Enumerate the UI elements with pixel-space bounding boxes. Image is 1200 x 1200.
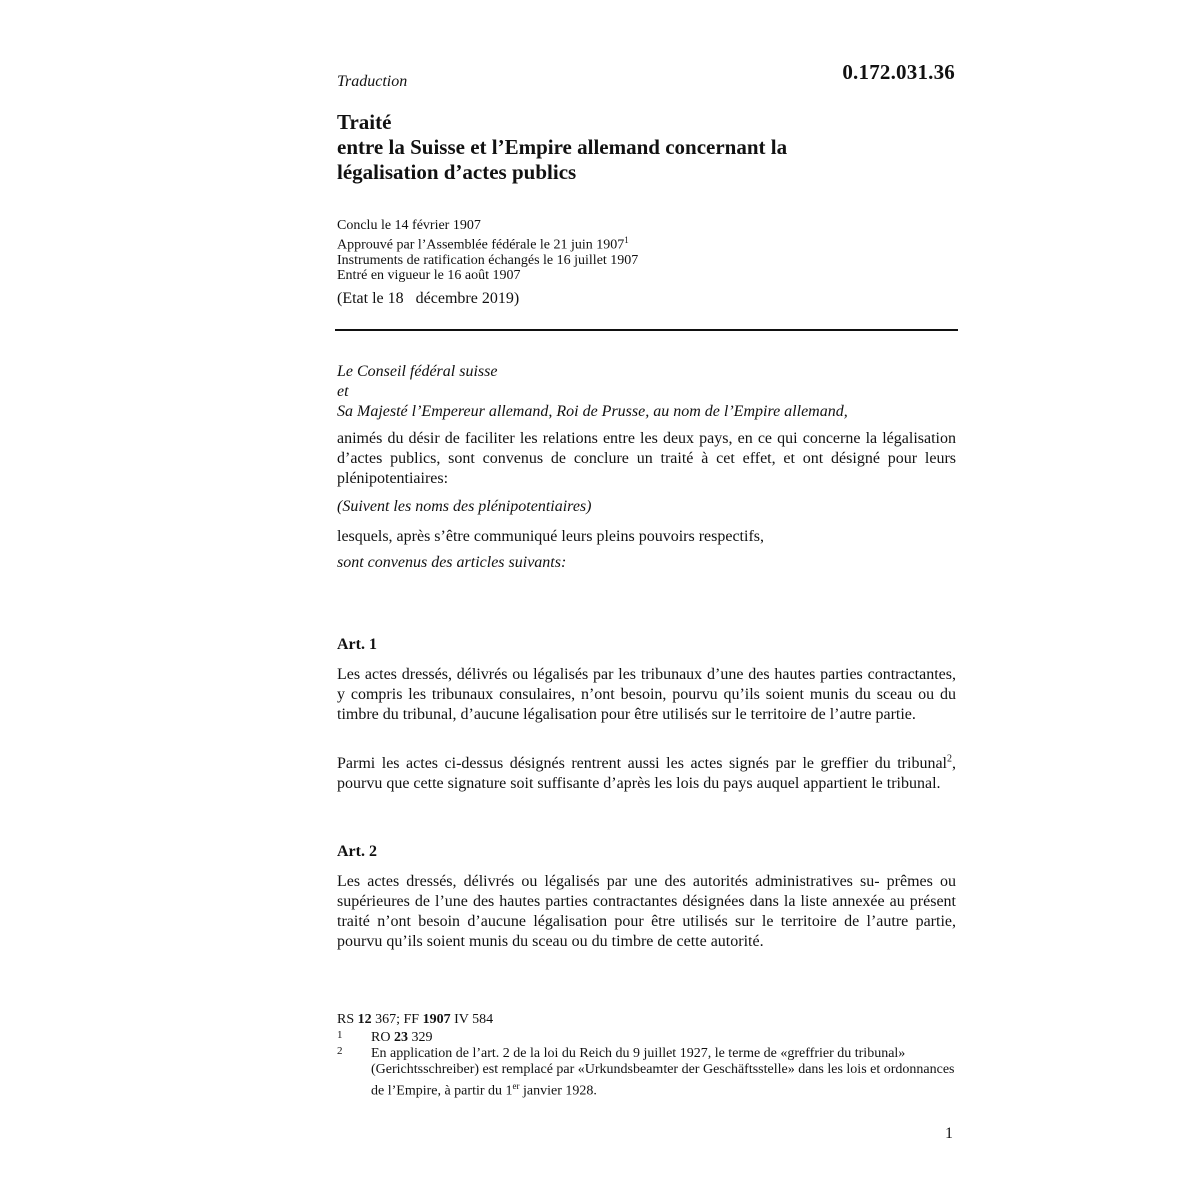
footnote-number: 1: [337, 1029, 343, 1041]
party-2: Sa Majesté l’Empereur allemand, Roi de Prusse, au nom de l’Empire allemand,: [337, 403, 848, 420]
title-line-1: Traité: [337, 110, 392, 134]
source-reference: RS 12 367; FF 1907 IV 584: [337, 1012, 494, 1027]
footnote-ref-1[interactable]: 1: [624, 235, 629, 245]
approved-date: Approuvé par l’Assemblée fédérale le 21 juin 1907$^1$: [337, 235, 629, 253]
footnote-2: 2 En application de l’art. 2 de la loi du Reich du 9 juillet 1927, le terme de «greffrier du tribunal» (Gerichtsschreiber) est remplacé par «Urkundsbeamter der Geschäftsstelle» dans les lois et ordonnances de l’Empire, à partir du 1er janvier 1928.: [337, 1045, 955, 1099]
ratification-date: Instruments de ratification échangés le 16 juillet 1907: [337, 252, 639, 268]
preamble-paragraph-3: lesquels, après s’être communiqué leurs pleins pouvoirs respectifs,: [337, 528, 764, 545]
sr-number: 0.172.031.36: [842, 60, 955, 84]
preamble-paragraph-2: (Suivent les noms des plénipotentiaires): [337, 498, 592, 515]
preamble-paragraph-4: sont convenus des articles suivants:: [337, 554, 567, 571]
footnote-ref-2[interactable]: 2: [947, 753, 952, 765]
party-1: Le Conseil fédéral suisse: [337, 363, 498, 380]
document-title: [337, 110, 956, 185]
article-2-paragraph-1: Les actes dressés, délivrés ou légalisés par une des autorités administratives su- prêmes ou supérieures de l’une des hautes parties contractantes désignées dans la liste annexée au présent traité n’ont besoin d’aucune légalisation pour être utilisés sur le territoire de l’autre partie, pourvu qu’ils soient munis du sceau ou du timbre de cette autorité.: [337, 873, 956, 950]
concluded-date: Conclu le 14 février 1907: [337, 218, 481, 233]
footnotes: [337, 1030, 956, 1100]
preamble-paragraph-1: animés du désir de faciliter les relations entre les deux pays, en ce qui concerne la légalisation d’actes publics, sont convenus de conclure un traité à cet effet, et ont désigné pour leurs plénipotentiaires:: [337, 430, 956, 487]
footnote-1: 1 RO 23 329: [337, 1029, 433, 1045]
preamble-parties: [337, 362, 956, 422]
article-1-paragraph-2: Parmi les actes ci-dessus désignés rentrent aussi les actes signés par le greffier du tribunal$^2$, pourvu que cette signature soit suffisante d’après les lois du pays auquel appartient le tribunal.: [337, 753, 956, 792]
entry-into-force-date: Entré en vigueur le 16 août 1907: [337, 267, 521, 283]
translation-label: Traduction: [337, 73, 408, 90]
page-number: 1: [945, 1125, 953, 1142]
article-2-heading: Art. 2: [337, 843, 377, 860]
footnote-number: 2: [337, 1045, 343, 1057]
status-date: (Etat le 18 décembre 2019): [337, 290, 520, 307]
article-1-paragraph-1: Les actes dressés, délivrés ou légalisés par les tribunaux d’une des hautes parties contractantes, y compris les tribunaux consulaires, n’ont besoin, pourvu qu’ils soient munis du sceau ou du timbre du tribunal, d’aucune légalisation pour être utilisés sur le territoire de l’autre partie.: [337, 666, 956, 723]
treaty-metadata: [337, 218, 956, 283]
header-divider: [335, 329, 958, 331]
article-1-heading: Art. 1: [337, 636, 377, 653]
title-line-2: entre la Suisse et l’Empire allemand concernant la: [337, 135, 788, 159]
party-conjunction: et: [337, 383, 349, 400]
title-line-3: légalisation d’actes publics: [337, 160, 577, 184]
